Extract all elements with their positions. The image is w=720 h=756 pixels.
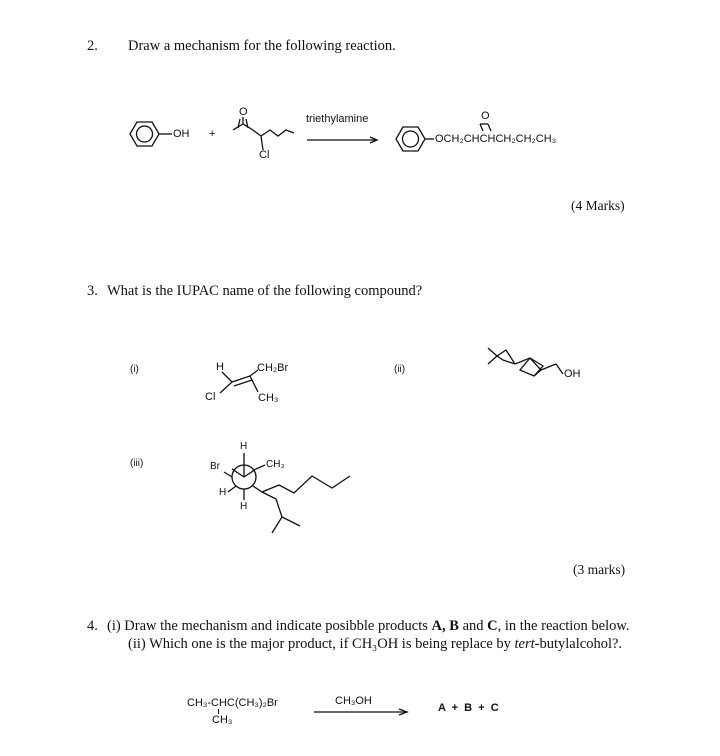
q2-marks: (4 Marks): [571, 198, 625, 213]
q3-marks: (3 marks): [573, 562, 626, 577]
product-formula: OCH₂CHCHCH₂CH₂CH₃: [435, 133, 557, 145]
oh-label: OH: [173, 128, 190, 140]
label-iii: (iii): [130, 458, 144, 469]
alkyl-chain: [262, 476, 350, 493]
iii-ch3-label: CH₃: [266, 459, 285, 470]
label-ii: (ii): [394, 364, 406, 375]
q4-line2-end: -butylalcohol?.: [534, 636, 623, 652]
iii-h-bottom-label: H: [240, 501, 248, 512]
q4-line2-tert: tert: [514, 636, 535, 652]
q4-reactant: CH₃-CHC(CH₃)₂Br: [187, 697, 278, 709]
q4-line1-and: and: [458, 618, 488, 634]
q4-products: A + B + C: [438, 702, 499, 714]
plus-sign: +: [209, 128, 216, 140]
q2-number: 2.: [87, 38, 98, 54]
q4-reagent: CH₃OH: [335, 695, 372, 707]
cyclohexane-chair: [488, 348, 541, 376]
iii-h-left-label: H: [219, 487, 227, 498]
cl-label: Cl: [259, 149, 270, 161]
epoxide-o-label: O: [239, 106, 248, 118]
i-h-label: H: [216, 361, 224, 373]
q4-line1-ab: A, B: [431, 618, 459, 634]
i-cl-label: Cl: [205, 391, 216, 403]
i-ch3-label: CH₃: [258, 392, 279, 404]
q4-line1-end: , in the reaction below.: [497, 618, 630, 634]
q3-number: 3.: [87, 283, 98, 299]
ii-oh-label: OH: [564, 368, 581, 380]
q4-line1-text: (i) Draw the mechanism and indicate posibble products: [107, 618, 432, 634]
label-i: (i): [130, 364, 139, 375]
q4-line1-c: C: [487, 618, 498, 634]
q4-reactant-branch: CH₃: [212, 714, 233, 726]
q3-text: What is the IUPAC name of the following compound?: [107, 283, 423, 299]
epoxide-chain: [233, 124, 294, 136]
q4-line2: [128, 636, 622, 653]
iii-br-label: Br: [210, 461, 220, 472]
q4-number: 4.: [87, 618, 98, 634]
carbonyl-o-label: O: [481, 110, 490, 122]
q2-text: Draw a mechanism for the following reaction.: [128, 38, 396, 54]
q4-line1: [107, 618, 630, 635]
q4-line2-text: (ii) Which one is the major product, if CH₃OH is being replace by: [128, 636, 515, 652]
i-ch2br-label: CH₂Br: [257, 362, 289, 374]
condition-label: triethylamine: [306, 113, 369, 125]
iii-h-top-label: H: [240, 441, 248, 452]
